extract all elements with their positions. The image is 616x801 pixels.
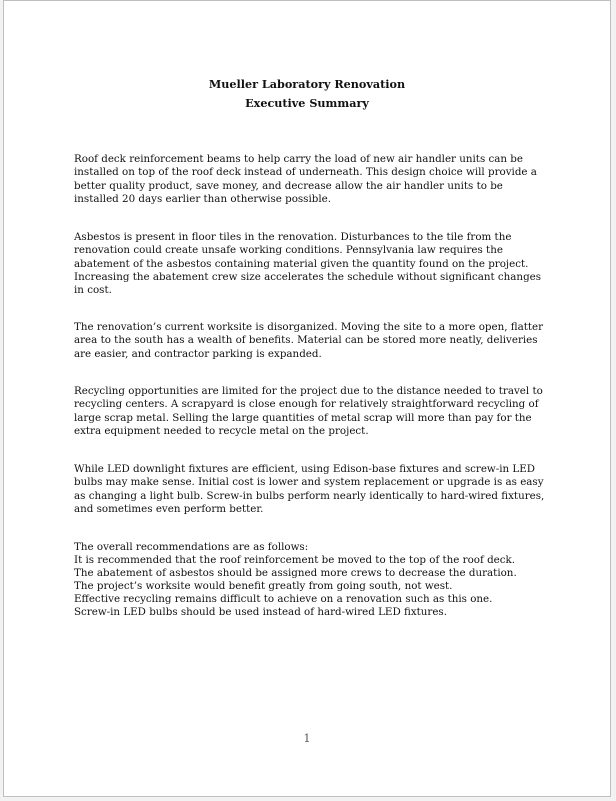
- document-subtitle: Executive Summary: [245, 96, 369, 110]
- recommendation-item: The project’s worksite would benefit greatly from going south, not west.: [74, 579, 453, 592]
- page-number: 1: [303, 732, 311, 745]
- paragraph-asbestos: Asbestos is present in floor tiles in the renovation. Disturbances to the tile from the renovation could create unsafe working conditions. Pennsylvania law requires the abatement of the asbestos containing material given the quantity found on the project. Increasing the abatement crew size accelerates the schedule without significant changes in cost.: [74, 231, 542, 297]
- paragraph-led-fixtures: While LED downlight fixtures are efficient, using Edison-base fixtures and screw-in LED bulbs may make sense. Initial cost is lower and system replacement or upgrade is as easy as changing a light bulb. Screw-in bulbs perform nearly identically to hard-wired fixtures, and sometimes even perform better.: [74, 463, 545, 515]
- document-title: Mueller Laboratory Renovation: [208, 77, 406, 91]
- paragraph-roof-deck: Roof deck reinforcement beams to help carry the load of new air handler units can be installed on top of the roof deck instead of underneath. This design choice will provide a better quality product, save money, and decrease allow the air handler units to be installed 20 days earlier than otherwise possible.: [74, 153, 537, 205]
- paragraph-worksite: The renovation’s current worksite is disorganized. Moving the site to a more open, flatter area to the south has a wealth of benefits. Material can be stored more neatly, deliveries are easier, and contractor parking is expanded.: [74, 321, 544, 360]
- paragraph-recycling: Recycling opportunities are limited for the project due to the distance needed to travel to recycling centers. A scrapyard is close enough for relatively straightforward recycling of large scrap metal. Selling the large quantities of metal scrap will more than pay for the extra equipment needed to recycle metal on the project.: [74, 385, 543, 437]
- recommendations-intro: The overall recommendations are as follows:: [74, 541, 309, 553]
- recommendation-item: Effective recycling remains difficult to achieve on a renovation such as this one.: [74, 592, 493, 605]
- document-page: [3, 0, 611, 797]
- recommendation-item: It is recommended that the roof reinforcement be moved to the top of the roof deck.: [74, 553, 516, 566]
- recommendation-item: Screw-in LED bulbs should be used instead of hard-wired LED fixtures.: [74, 605, 447, 618]
- recommendations-block: [74, 541, 554, 618]
- recommendation-item: The abatement of asbestos should be assigned more crews to decrease the duration.: [74, 566, 517, 579]
